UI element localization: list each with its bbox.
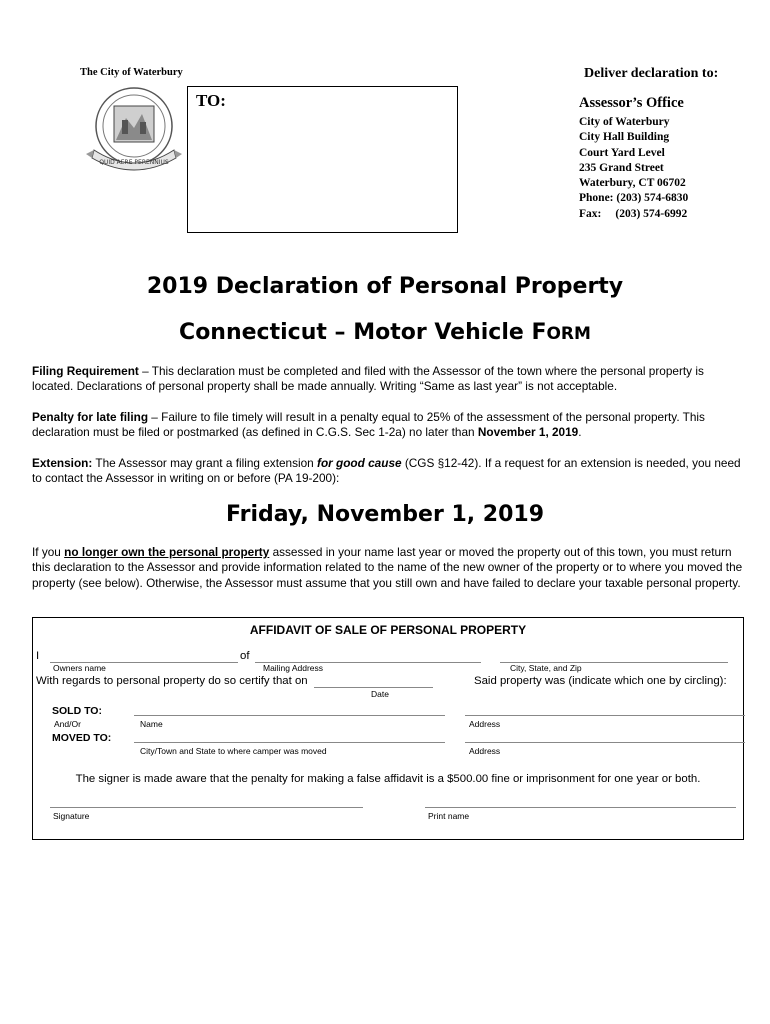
extension-label: Extension:: [32, 456, 93, 470]
address-label-2: Address: [469, 746, 501, 756]
deadline-date-heading: Friday, November 1, 2019: [225, 502, 545, 527]
office-line: 235 Grand Street: [579, 161, 664, 174]
false-affidavit-notice: The signer is made aware that the penalty for making a false affidavit is a $500.00 fine or imprisonment for one year or both.: [75, 773, 701, 785]
owners-name-label: Owners name: [53, 663, 106, 673]
name-label: Name: [140, 719, 163, 729]
deliver-declaration-label: Deliver declaration to:: [584, 66, 719, 81]
office-line: Waterbury, CT 06702: [579, 177, 686, 190]
city-seal-logo: [84, 84, 186, 176]
to-label: TO:: [196, 91, 226, 110]
office-line: Court Yard Level: [579, 146, 665, 159]
signature-label: Signature: [53, 811, 90, 821]
office-line: Phone: (203) 574-6830: [579, 192, 689, 205]
affidavit-box: [32, 617, 744, 840]
filing-requirement-paragraph: [32, 364, 744, 395]
extension-text-1: The Assessor may grant a filing extension: [92, 456, 318, 470]
assessor-office-title: Assessor’s Office: [579, 95, 684, 111]
form-subtitle: [0, 320, 770, 345]
of-label: of: [240, 650, 250, 662]
extension-text-2: (CGS §12-42). If a request for an extension is needed, you need to contact the Assessor in writing on or before (PA 19-200):: [32, 456, 741, 486]
mailing-address-label: Mailing Address: [263, 663, 324, 673]
print-name-label: Print name: [428, 811, 470, 821]
form-title: 2019 Declaration of Personal Property: [146, 274, 624, 299]
date-label: Date: [371, 689, 389, 699]
moved-to-city-field[interactable]: [134, 742, 445, 743]
fax-value: (203) 574-6992: [615, 207, 688, 220]
no-longer-own-paragraph: [32, 545, 744, 591]
and-or-label: And/Or: [54, 719, 81, 729]
assessor-office-address: [579, 115, 688, 222]
fax-label: Fax:: [579, 207, 602, 220]
form-subtitle-smallcaps: ORM: [546, 324, 591, 344]
penalty-end: .: [578, 425, 582, 440]
penalty-deadline: November 1, 2019: [477, 425, 579, 440]
affidavit-title: AFFIDAVIT OF SALE OF PERSONAL PROPERTY: [249, 623, 527, 637]
svg-text:QUID AERE PERENNIUS: QUID AERE PERENNIUS: [99, 159, 169, 166]
form-subtitle-main: Connecticut – Motor Vehicle F: [179, 320, 547, 345]
office-fax-line: [579, 207, 688, 222]
nolonger-underlined: no longer own the personal property: [64, 545, 270, 559]
said-property-text: Said property was (indicate which one by circling):: [474, 675, 727, 687]
office-line: City of Waterbury: [579, 116, 670, 128]
address-label: Address: [469, 719, 501, 729]
office-line: City Hall Building: [579, 131, 670, 144]
late-penalty-paragraph: [32, 410, 744, 441]
nolonger-text-2: assessed in your name last year or moved the property out of this town, you must return this declaration to the Assessor and provide information related to the name of the new owner of the property or to where you moved the property (see below). Otherwise, the Assessor must assume that you still own and have failed to declare your taxable personal property.: [32, 545, 743, 590]
i-label: I: [36, 650, 40, 662]
moved-to-option[interactable]: MOVED TO:: [52, 732, 112, 744]
penalty-text: – Failure to file timely will result in a penalty equal to 25% of the assessment of the personal property. This declaration must be filed or postmarked (as defined in C.G.S. Sec 1-2a) no later than: [32, 410, 705, 440]
moved-to-address-field[interactable]: [465, 742, 745, 743]
print-name-field[interactable]: [425, 807, 736, 808]
to-address-box[interactable]: [187, 86, 458, 233]
city-town-label: City/Town and State to where camper was moved: [140, 746, 327, 756]
filing-label: Filing Requirement: [32, 364, 139, 378]
nolonger-text-1: If you: [32, 545, 65, 559]
signature-field[interactable]: [50, 807, 363, 808]
extension-paragraph: [32, 456, 744, 487]
sold-to-option[interactable]: SOLD TO:: [52, 705, 102, 717]
certify-text: With regards to personal property do so certify that on: [36, 675, 308, 687]
sold-to-name-field[interactable]: [134, 715, 445, 716]
filing-text: – This declaration must be completed and filed with the Assessor of the town where the personal property is located. Declarations of personal property shall be made annually. Writing “Same as last year” is not acceptable.: [32, 364, 704, 394]
city-name: The City of Waterbury: [80, 67, 183, 78]
city-state-zip-label: City, State, and Zip: [510, 663, 582, 673]
sold-to-address-field[interactable]: [465, 715, 745, 716]
date-field[interactable]: [314, 687, 433, 688]
penalty-label: Penalty for late filing: [32, 410, 149, 424]
extension-good-cause: for good cause: [317, 456, 402, 470]
